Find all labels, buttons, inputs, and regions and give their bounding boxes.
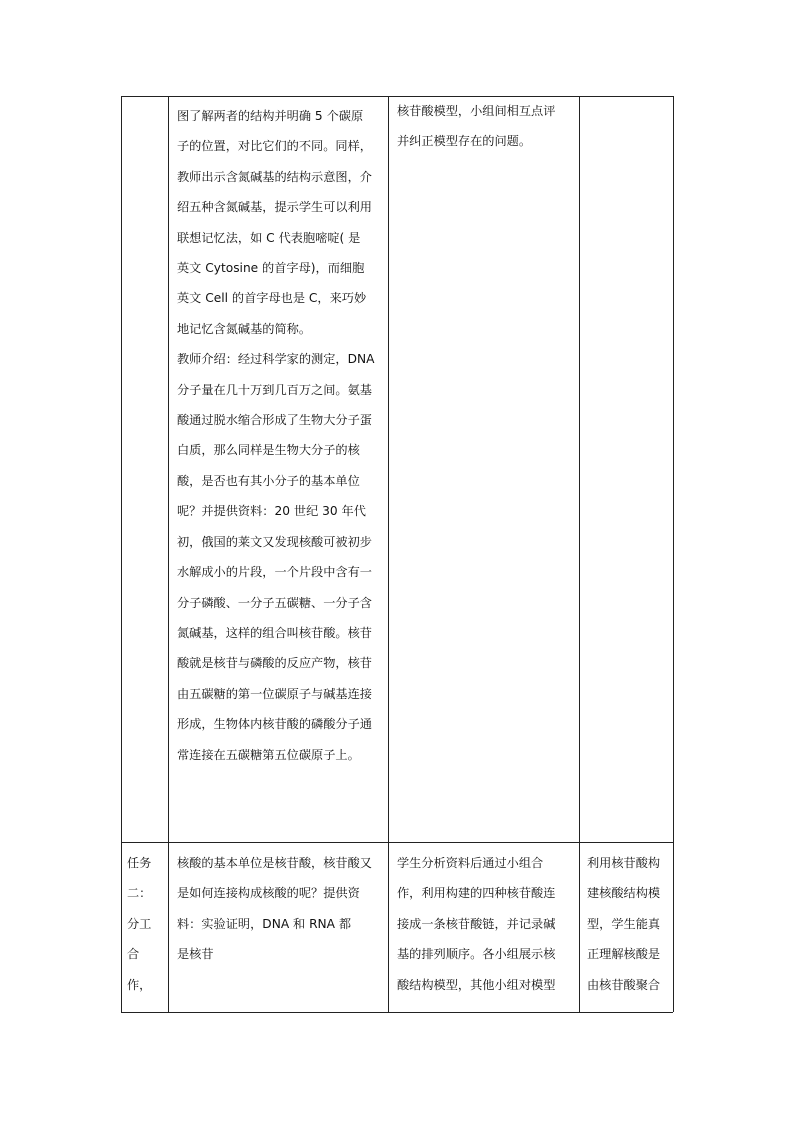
- text-line: 常连接在五碳糖第五位碳原子上。: [177, 747, 360, 762]
- text-line: 接成一条核苷酸链，并记录碱: [397, 916, 556, 931]
- text-line: 利用核苷酸构: [587, 856, 661, 870]
- text-line: 核酸的基本单位是核苷酸，核苷酸又: [177, 856, 372, 870]
- text-line: 型，学生能真: [587, 916, 661, 931]
- text-line: 作，: [127, 977, 152, 992]
- row1-student-activity-cell: [397, 96, 577, 157]
- text-line: 酸，是否也有其小分子的基本单位: [177, 473, 360, 488]
- text-line: 是核苷: [177, 947, 214, 962]
- text-line: 是如何连接构成核酸的呢？提供资: [177, 886, 360, 901]
- text-line: 酸就是核苷与磷酸的反应产物，核苷: [177, 656, 372, 671]
- row2-student-activity-cell: [397, 848, 577, 1000]
- row2-design-intent-cell: [587, 848, 671, 1000]
- column-divider-1: [168, 96, 169, 1012]
- table-bottom-border: [121, 1012, 673, 1013]
- text-line: 二：: [127, 886, 152, 901]
- text-line: 酸结构模型，其他小组对模型: [397, 977, 556, 992]
- text-line: 作，利用构建的四种核苷酸连: [397, 886, 556, 901]
- text-line: 学生分析资料后通过小组合: [397, 856, 544, 870]
- column-divider-3: [579, 96, 580, 1012]
- text-line: 分子磷酸、一分子五碳糖、一分子含: [177, 595, 372, 610]
- text-line: 白质，那么同样是生物大分子的核: [177, 443, 360, 458]
- row2-task-cell: [127, 848, 167, 1000]
- text-line: 由五碳糖的第一位碳原子与碱基连接: [177, 686, 372, 701]
- text-line: 子的位置，对比它们的不同。同样，: [177, 139, 372, 154]
- text-line: 初，俄国的莱文又发现核酸可被初步: [177, 534, 372, 549]
- text-line: 水解成小的片段，一个片段中含有一: [177, 565, 372, 580]
- text-line: 建核酸结构模: [587, 886, 661, 901]
- text-line: 酸通过脱水缩合形成了生物大分子蛋: [177, 413, 372, 428]
- text-line: 英文 Cell 的首字母也是 C，来巧妙: [177, 291, 367, 306]
- column-divider-2: [388, 96, 389, 1012]
- text-line: 联想记忆法，如 C 代表胞嘧啶( 是: [177, 230, 361, 245]
- text-line: 合: [127, 947, 140, 962]
- row2-teacher-activity-cell: [177, 848, 385, 970]
- text-line: 图了解两者的结构并明确 5 个碳原: [177, 109, 364, 123]
- text-line: 英文 Cytosine 的首字母)，而细胞: [177, 261, 365, 276]
- text-line: 氮碱基，这样的组合叫核苷酸。核苷: [177, 625, 372, 640]
- table-left-border: [121, 96, 122, 1012]
- text-line: 教师出示含氮碱基的结构示意图，介: [177, 169, 372, 184]
- text-line: 呢？并提供资料：20 世纪 30 年代: [177, 504, 366, 519]
- text-line: 分工: [127, 916, 152, 931]
- text-line: 分子量在几十万到几百万之间。氨基: [177, 382, 372, 397]
- text-line: 地记忆含氮碱基的简称。: [177, 321, 312, 336]
- text-line: 并纠正模型存在的问题。: [397, 134, 532, 149]
- lesson-plan-table: [121, 96, 673, 1012]
- text-line: 由核苷酸聚合: [587, 977, 661, 992]
- row1-teacher-activity-cell: [177, 101, 385, 770]
- row-divider: [121, 842, 673, 843]
- table-right-border: [673, 96, 674, 1012]
- text-line: 正理解核酸是: [587, 947, 661, 962]
- text-line: 任务: [127, 856, 152, 870]
- text-line: 基的排列顺序。各小组展示核: [397, 947, 556, 962]
- text-line: 核苷酸模型，小组间相互点评: [397, 104, 556, 118]
- text-line: 绍五种含氮碱基，提示学生可以利用: [177, 200, 372, 215]
- text-line: 教师介绍：经过科学家的测定，DNA: [177, 352, 375, 367]
- text-line: 料：实验证明，DNA 和 RNA 都: [177, 916, 352, 931]
- text-line: 形成，生物体内核苷酸的磷酸分子通: [177, 717, 372, 732]
